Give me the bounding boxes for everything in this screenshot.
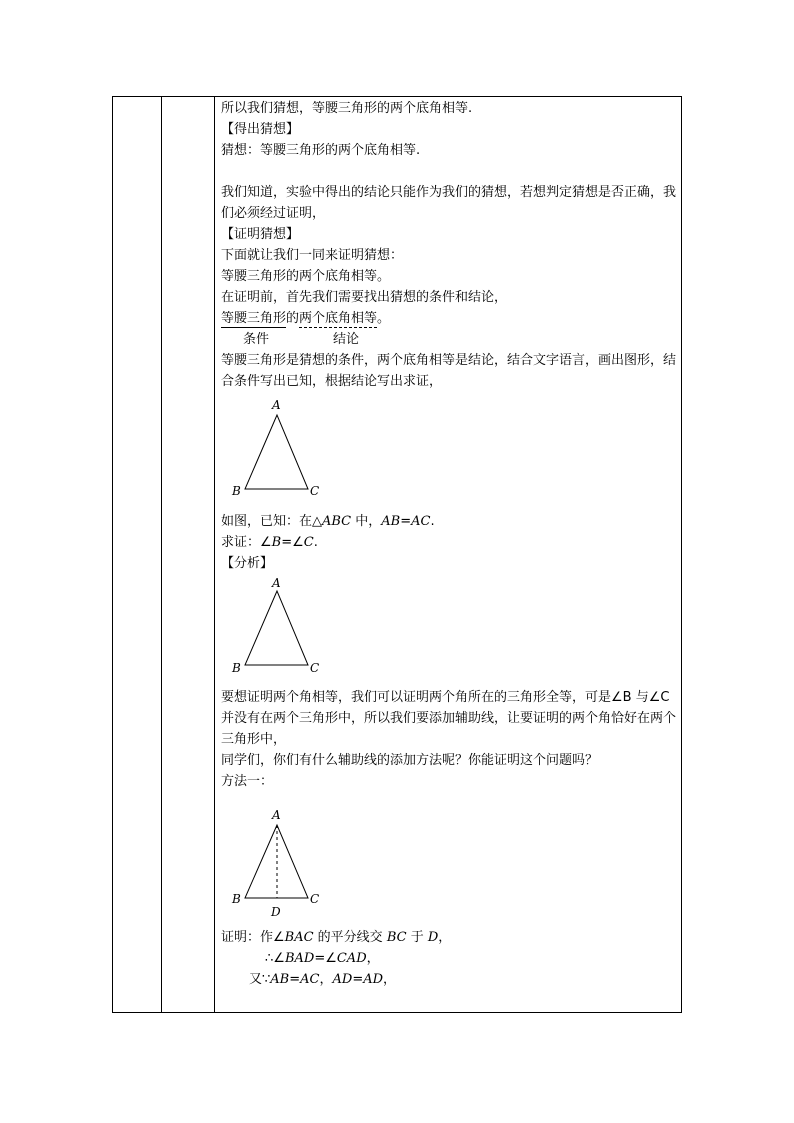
text-fragment: 中， <box>351 514 382 529</box>
text-line: 同学们，你们有什么辅助线的添加方法呢？你能证明这个问题吗？ <box>221 753 599 768</box>
vertex-label-c: C <box>310 661 320 675</box>
vertex-label-a: A <box>272 808 281 822</box>
text-fragment: = <box>400 514 412 529</box>
underlined-statement <box>221 308 681 329</box>
vertex-label-c: C <box>310 484 320 498</box>
point-label-d: D <box>271 905 281 919</box>
paragraph: 要想证明两个角相等，我们可以证明两个角所在的三角形全等，可是∠B 与∠C 并没有在两个三角形中，所以我们要添加辅助线，让要证明的两个角恰好在两个三角形中， <box>221 690 677 747</box>
paragraph: 我们知道，实验中得出的结论只能作为我们的猜想，若想判定猜想是否正确，我们必须经过证明， <box>221 185 677 221</box>
text-fragment: = <box>352 972 364 987</box>
text-fragment: . <box>430 514 435 529</box>
triangle-abc <box>245 415 308 489</box>
conclusion-phrase: 两个底角相等 <box>299 311 378 326</box>
proof-line <box>221 948 681 969</box>
math-fragment: B <box>271 535 282 550</box>
text-fragment: 求证：∠ <box>221 535 272 550</box>
math-fragment: AC <box>411 514 431 529</box>
triangle-abc <box>245 591 308 665</box>
vertex-label-b: B <box>232 892 241 906</box>
math-fragment: AD <box>332 972 353 987</box>
vertex-label-b: B <box>232 484 241 498</box>
text-fragment: ， <box>319 972 333 987</box>
text-fragment: ， <box>438 930 452 945</box>
text-fragment: 于 <box>406 930 428 945</box>
paragraph: 等腰三角形是猜想的条件，两个底角相等是结论，结合文字语言，画出图形，结合条件写出已知，根据结论写出求证， <box>221 353 677 389</box>
text-line: 在证明前，首先我们需要找出猜想的条件和结论， <box>221 290 508 305</box>
text-fragment: ， <box>383 972 397 987</box>
math-fragment: D <box>427 930 439 945</box>
math-fragment: BAD <box>284 951 315 966</box>
math-fragment: CAD <box>336 951 367 966</box>
math-fragment: AB <box>381 514 401 529</box>
vertex-label-b: B <box>232 661 241 675</box>
text-line: 下面就让我们一同来证明猜想： <box>221 248 404 263</box>
text-line: 方法一： <box>221 774 274 789</box>
text-fragment: 证明：作∠ <box>221 930 285 945</box>
blank-line <box>221 161 681 182</box>
math-fragment: AB <box>270 972 290 987</box>
proof-line <box>221 927 681 948</box>
text-fragment: ∴∠ <box>265 951 285 966</box>
text-fragment: = <box>289 972 301 987</box>
math-fragment: BAC <box>284 930 314 945</box>
column-divider-2 <box>214 97 215 1012</box>
text-fragment: =∠ <box>314 951 337 966</box>
vertex-label-a: A <box>272 398 281 412</box>
math-fragment: AD <box>363 972 384 987</box>
text-fragment: 的平分线交 <box>313 930 387 945</box>
text-fragment: ， <box>366 951 380 966</box>
triangle-figure-3 <box>221 795 341 923</box>
math-fragment: ABC <box>322 514 352 529</box>
text-fragment: =∠ <box>281 535 304 550</box>
column-divider-1 <box>161 97 162 1012</box>
math-fragment: C <box>303 535 314 550</box>
text-fragment: 。 <box>377 311 391 326</box>
triangle-figure-2 <box>221 577 341 683</box>
vertex-label-a: A <box>272 577 281 590</box>
text-fragment: 的 <box>286 311 300 326</box>
text-line: 等腰三角形的两个底角相等。 <box>221 269 391 284</box>
section-heading: 【证明猜想】 <box>221 227 300 242</box>
prove-statement <box>221 532 681 553</box>
triangle-figure-1 <box>221 395 341 507</box>
text-fragment: . <box>313 535 318 550</box>
given-statement <box>221 511 681 532</box>
text-line: 所以我们猜想，等腰三角形的两个底角相等. <box>221 101 473 116</box>
text-fragment: 又∵ <box>249 972 271 987</box>
section-heading: 【得出猜想】 <box>221 122 300 137</box>
condition-label: 条件 <box>243 332 270 347</box>
proof-line <box>221 969 681 990</box>
math-fragment: AC <box>300 972 320 987</box>
labels-row <box>221 329 681 350</box>
conclusion-label: 结论 <box>333 332 360 347</box>
condition-phrase: 等腰三角形 <box>221 311 287 326</box>
vertex-label-c: C <box>310 892 320 906</box>
math-fragment: BC <box>386 930 407 945</box>
lesson-content <box>221 98 681 990</box>
text-line: 猜想：等腰三角形的两个底角相等. <box>221 143 421 158</box>
section-heading: 【分析】 <box>221 556 274 571</box>
text-fragment: 如图，已知：在△ <box>221 514 322 529</box>
